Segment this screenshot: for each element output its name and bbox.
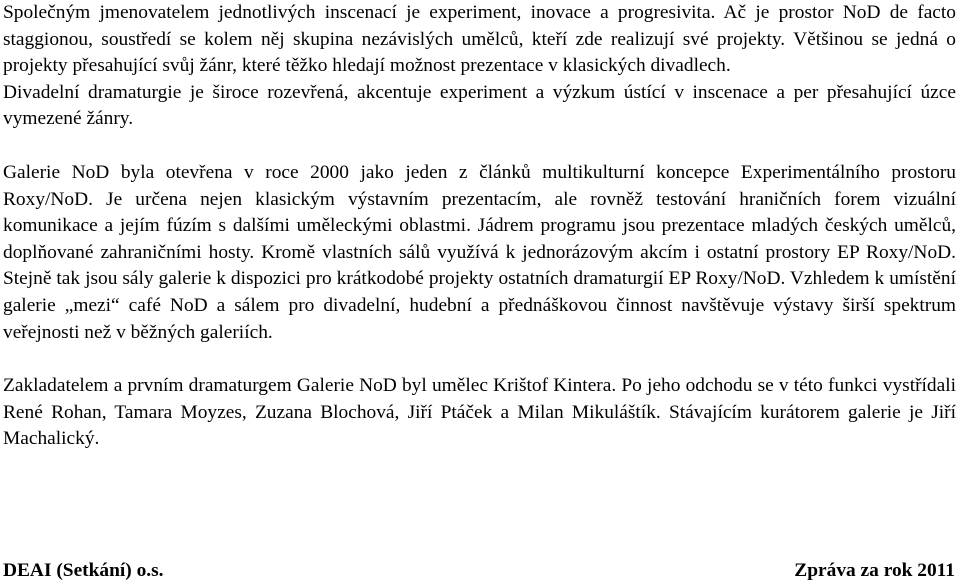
paragraph-spacer: [3, 133, 956, 160]
page-footer: [3, 560, 955, 582]
footer-report-title: Zpráva za rok 2011: [794, 560, 955, 581]
document-body: [3, 0, 956, 453]
paragraph-dramaturgy: Divadelní dramaturgie je široce rozevřená, akcentuje experiment a výzkum ústící v inscenace a per přesahující úzce vymezené žánry.: [3, 81, 956, 130]
paragraph-experiment: Společným jmenovatelem jednotlivých inscenací je experiment, inovace a progresivita. Ač je prostor NoD de facto staggionou, soustředí se kolem něj skupina nezávislých umělců, kteří zde realizují své projekty. Většinou se jedná o projekty přesahující svůj žánr, které těžko hledají možnost prezentace v klasických divadlech.: [3, 2, 956, 77]
paragraph-spacer: [3, 346, 956, 373]
paragraph-founders: Zakladatelem a prvním dramaturgem Galerie NoD byl umělec Krištof Kintera. Po jeho odchodu se v této funkci vystřídali René Rohan, Tamara Moyzes, Zuzana Blochová, Jiří Ptáček a Milan Mikuláštík. Stávajícím kurátorem galerie je Jiří Machalický.: [3, 375, 956, 450]
paragraph-gallery: Galerie NoD byla otevřena v roce 2000 jako jeden z článků multikulturní koncepce Experimentálního prostoru Roxy/NoD. Je určena nejen klasickým výstavním prezentacím, ale rovněž testování hraničních forem vizuální komunikace a jejím fúzím s dalšími uměleckými oblastmi. Jádrem programu jsou prezentace mladých českých umělců, doplňované zahraničními hosty. Kromě vlastních sálů využívá k jednorázovým akcím i ostatní prostory EP Roxy/NoD. Stejně tak jsou sály galerie k dispozici pro krátkodobé projekty ostatních dramaturgií EP Roxy/NoD. Vzhledem k umístění galerie „mezi“ café NoD a sálem pro divadelní, hudební a přednáškovou činnost navštěvuje výstavy širší spektrum veřejnosti než v běžných galeriích.: [3, 161, 956, 343]
footer-organization: DEAI (Setkání) o.s.: [3, 560, 164, 581]
